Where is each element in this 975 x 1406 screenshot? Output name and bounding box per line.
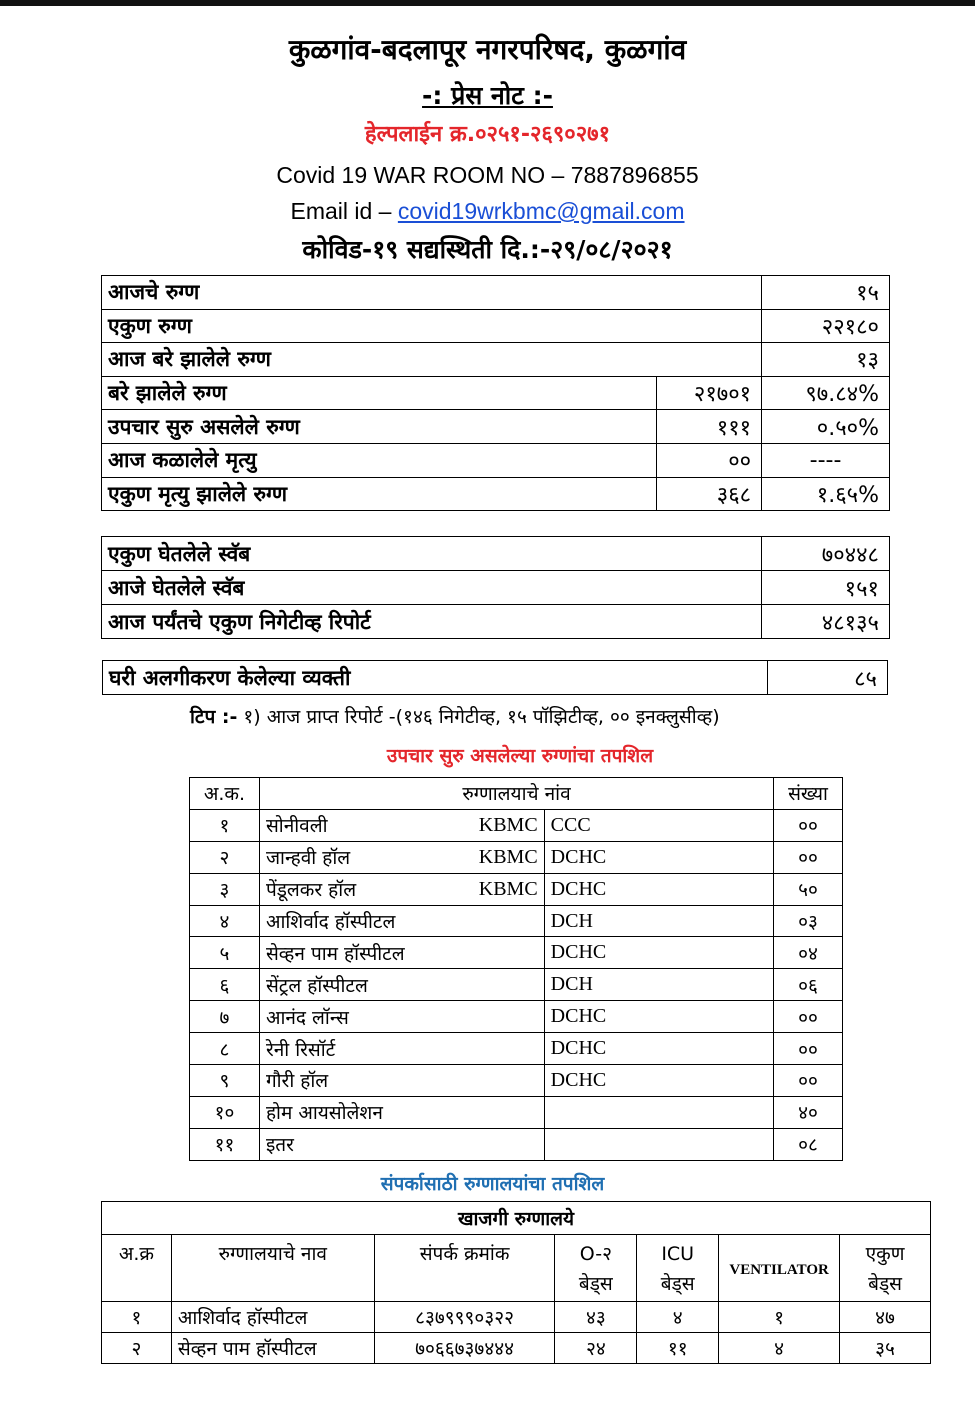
hospital-name: सेव्हन पाम हॉस्पीटल <box>259 937 464 969</box>
table-caption-row <box>102 1202 931 1235</box>
table-row <box>102 605 890 639</box>
home-isolation-value: ८५ <box>768 661 888 695</box>
row-number: १ <box>190 809 260 841</box>
hospital-name: सोनीवली <box>259 809 464 841</box>
patient-count: ०६ <box>774 969 843 1001</box>
home-isolation-table <box>102 660 888 695</box>
treatment-table <box>189 777 843 1161</box>
table-row <box>102 376 890 410</box>
table-row <box>190 841 843 873</box>
stat-value: १.६५% <box>762 477 890 511</box>
table-row <box>190 937 843 969</box>
hospital-name: होम आयसोलेशन <box>259 1096 464 1128</box>
hospital-name: इतर <box>259 1128 464 1160</box>
hospital-name: पेंडूलकर हॉल <box>259 873 464 905</box>
hospital-name: आनंद लॉन्स <box>259 1001 464 1033</box>
patient-count: ०० <box>774 1001 843 1033</box>
hospital-org <box>464 1128 544 1160</box>
swab-value: ७०४४८ <box>762 537 890 571</box>
stat-count: २१७०१ <box>657 376 762 410</box>
hospital-org: KBMC <box>464 873 544 905</box>
patient-count: ०० <box>774 1033 843 1065</box>
total-beds: ४७ <box>840 1302 931 1333</box>
hospital-type: DCHC <box>544 1001 773 1033</box>
stat-value: १३ <box>762 343 890 377</box>
stat-value: ९७.८४% <box>762 376 890 410</box>
hospital-name: आशिर्वाद हॉस्पीटल <box>171 1302 374 1333</box>
row-number: ९ <box>190 1065 260 1097</box>
table-row <box>190 1033 843 1065</box>
patient-count: ०० <box>774 841 843 873</box>
swab-value: ४८१३५ <box>762 605 890 639</box>
table-row <box>190 1001 843 1033</box>
o2-beds: २४ <box>555 1333 637 1364</box>
row-number: ७ <box>190 1001 260 1033</box>
table-row <box>190 1096 843 1128</box>
row-number: ६ <box>190 969 260 1001</box>
hospital-org <box>464 969 544 1001</box>
table-row <box>190 873 843 905</box>
stat-count: ३६८ <box>657 477 762 511</box>
hospital-org <box>464 1096 544 1128</box>
col-header-no: अ.क. <box>190 778 260 810</box>
row-number: १ <box>102 1302 172 1333</box>
table-row <box>102 1302 931 1333</box>
icu-beds: ११ <box>637 1333 719 1364</box>
patient-count: ०० <box>774 1065 843 1097</box>
table-row <box>102 276 890 310</box>
contact-number: ७०६६७३७४४४ <box>374 1333 555 1364</box>
swab-label: आज पर्यंतचे एकुण निगेटीव्ह रिपोर्ट <box>102 605 762 639</box>
table-header-row <box>102 1235 931 1302</box>
hospital-name: आशिर्वाद हॉस्पीटल <box>259 905 464 937</box>
stat-value: ---- <box>762 443 890 477</box>
col-header-ventilator: VENTILATOR <box>719 1235 840 1302</box>
hospital-name: जान्हवी हॉल <box>259 841 464 873</box>
stat-value: २२१८० <box>762 309 890 343</box>
hospital-type <box>544 1128 773 1160</box>
row-number: ३ <box>190 873 260 905</box>
table-row <box>190 809 843 841</box>
covid-status-table <box>101 275 890 511</box>
contact-number: ८३७९९९०३२२ <box>374 1302 555 1333</box>
col-header-o2: O-२ बेड्स <box>555 1235 637 1302</box>
treatment-section-title: उपचार सुरु असलेल्या रुग्णांचा तपशिल <box>386 745 654 767</box>
o2-beds: ४३ <box>555 1302 637 1333</box>
hospital-type: DCHC <box>544 1033 773 1065</box>
col-header-name: रुग्णालयाचे नाव <box>171 1235 374 1302</box>
swab-value: १५१ <box>762 571 890 605</box>
email-link[interactable]: covid19wrkbmc@gmail.com <box>397 198 685 224</box>
table-row <box>190 1128 843 1160</box>
hospital-name: गौरी हॉल <box>259 1065 464 1097</box>
helpline: हेल्पलाईन क्र.०२५१-२६९०२७१ <box>364 122 611 147</box>
stat-count: १११ <box>657 410 762 444</box>
table-row <box>102 443 890 477</box>
hospital-org <box>464 905 544 937</box>
hospital-name: सेंट्रल हॉस्पीटल <box>259 969 464 1001</box>
stat-count: ०० <box>657 443 762 477</box>
stat-label: आज कळालेले मृत्यु <box>102 443 657 477</box>
swab-table <box>101 536 890 639</box>
swab-label: एकुण घेतलेले स्वॅब <box>102 537 762 571</box>
hospital-org <box>464 937 544 969</box>
stat-label: आजचे रुग्ण <box>102 276 762 310</box>
home-isolation-label: घरी अलगीकरण केलेल्या व्यक्ती <box>103 661 768 695</box>
hospital-org: KBMC <box>464 841 544 873</box>
hospital-name: सेव्हन पाम हॉस्पीटल <box>171 1333 374 1364</box>
stat-label: बरे झालेले रुग्ण <box>102 376 657 410</box>
table-row <box>102 309 890 343</box>
hospital-type: DCHC <box>544 873 773 905</box>
table-row <box>190 969 843 1001</box>
patient-count: ४० <box>774 1096 843 1128</box>
stat-label: उपचार सुरु असलेले रुग्ण <box>102 410 657 444</box>
row-number: २ <box>102 1333 172 1364</box>
table-row <box>102 343 890 377</box>
col-header-contact: संपर्क क्रमांक <box>374 1235 555 1302</box>
row-number: २ <box>190 841 260 873</box>
table-row <box>102 410 890 444</box>
icu-beds: ४ <box>637 1302 719 1333</box>
page-title: कुळगांव-बदलापूर नगरपरिषद, कुळगांव <box>288 33 687 66</box>
hospital-org <box>464 1001 544 1033</box>
col-header-icu: ICU बेड्स <box>637 1235 719 1302</box>
table-row <box>102 477 890 511</box>
row-number: १० <box>190 1096 260 1128</box>
war-room-number: Covid 19 WAR ROOM NO – 7887896855 <box>276 162 699 188</box>
table-row <box>103 661 888 695</box>
table-row <box>102 1333 931 1364</box>
hospital-type: DCHC <box>544 841 773 873</box>
table-row <box>190 1065 843 1097</box>
row-number: ८ <box>190 1033 260 1065</box>
stat-label: एकुण रुग्ण <box>102 309 762 343</box>
ventilator-count: १ <box>719 1302 840 1333</box>
patient-count: ०४ <box>774 937 843 969</box>
status-date: कोविड-१९ सद्यस्थिती दि.:-२९/०८/२०२१ <box>302 235 673 264</box>
swab-label: आजे घेतलेले स्वॅब <box>102 571 762 605</box>
press-note-heading: -: प्रेस नोट :- <box>422 81 553 110</box>
patient-count: ५० <box>774 873 843 905</box>
hospital-type: DCHC <box>544 937 773 969</box>
hospital-org: KBMC <box>464 809 544 841</box>
patient-count: ०८ <box>774 1128 843 1160</box>
col-header-count: संख्या <box>774 778 843 810</box>
hospital-type: DCH <box>544 969 773 1001</box>
top-border <box>0 0 975 6</box>
col-header-no: अ.क्र <box>102 1235 172 1302</box>
private-hospitals-caption: खाजगी रुग्णालये <box>102 1202 931 1235</box>
col-header-name: रुग्णालयाचे नांव <box>259 778 773 810</box>
hospital-type <box>544 1096 773 1128</box>
table-header-row <box>190 778 843 810</box>
hospital-org <box>464 1065 544 1097</box>
contact-section-title: संपर्कासाठी रुग्णालयांचा तपशिल <box>380 1173 605 1195</box>
ventilator-count: ४ <box>719 1333 840 1364</box>
tip-note: टिप :- १) आज प्राप्त रिपोर्ट -(१४६ निगेटीव्ह, १५ पॉझिटीव्ह, ०० इनक्लुसीव्ह) <box>190 706 720 728</box>
row-number: ११ <box>190 1128 260 1160</box>
patient-count: ०० <box>774 809 843 841</box>
col-header-total: एकुण बेड्स <box>840 1235 931 1302</box>
stat-value: ०.५०% <box>762 410 890 444</box>
stat-label: आज बरे झालेले रुग्ण <box>102 343 762 377</box>
row-number: ४ <box>190 905 260 937</box>
total-beds: ३५ <box>840 1333 931 1364</box>
hospital-type: DCHC <box>544 1065 773 1097</box>
patient-count: ०३ <box>774 905 843 937</box>
row-number: ५ <box>190 937 260 969</box>
hospital-org <box>464 1033 544 1065</box>
table-row <box>102 537 890 571</box>
hospital-type: DCH <box>544 905 773 937</box>
private-hospitals-table <box>101 1201 931 1364</box>
stat-label: एकुण मृत्यु झालेले रुग्ण <box>102 477 657 511</box>
hospital-name: रेनी रिसॉर्ट <box>259 1033 464 1065</box>
table-row <box>102 571 890 605</box>
table-row <box>190 905 843 937</box>
email-line: Email id – covid19wrkbmc@gmail.com <box>290 198 685 224</box>
stat-value: १५ <box>762 276 890 310</box>
hospital-type: CCC <box>544 809 773 841</box>
